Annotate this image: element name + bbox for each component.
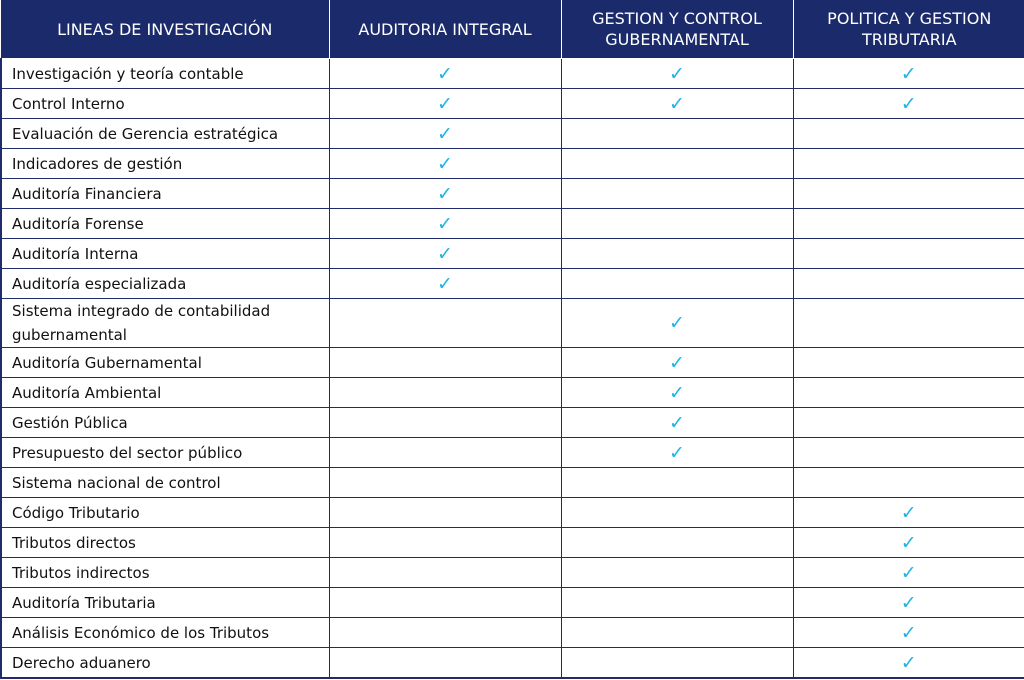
research-line-name: Sistema nacional de control [1,468,329,498]
table-row [1,588,1024,618]
cell-gestion-control-gubernamental [561,408,793,438]
cell-gestion-control-gubernamental [561,149,793,179]
cell-gestion-control-gubernamental [561,119,793,149]
cell-politica-gestion-tributaria [793,348,1024,378]
cell-politica-gestion-tributaria [793,269,1024,299]
table-row [1,209,1024,239]
cell-gestion-control-gubernamental [561,269,793,299]
check-icon: ✓ [437,122,453,145]
research-line-name: Auditoría especializada [1,269,329,299]
cell-politica-gestion-tributaria [793,558,1024,588]
check-icon: ✓ [900,531,917,554]
cell-politica-gestion-tributaria [793,498,1024,528]
research-line-name: Presupuesto del sector público [1,438,329,468]
cell-gestion-control-gubernamental [561,588,793,618]
table-row [1,119,1024,149]
table-row [1,438,1024,468]
cell-auditoria-integral [329,378,561,408]
cell-auditoria-integral [329,438,561,468]
cell-auditoria-integral [329,498,561,528]
cell-auditoria-integral [329,348,561,378]
table-header [1,0,1024,59]
research-line-name: Gestión Pública [1,408,329,438]
check-icon: ✓ [669,312,685,334]
check-icon: ✓ [437,212,453,235]
cell-auditoria-integral [329,648,561,679]
cell-gestion-control-gubernamental [561,378,793,408]
cell-gestion-control-gubernamental [561,438,793,468]
cell-auditoria-integral [329,588,561,618]
cell-politica-gestion-tributaria [793,618,1024,648]
check-icon: ✓ [437,92,453,115]
cell-gestion-control-gubernamental [561,299,793,348]
table-row [1,239,1024,269]
cell-gestion-control-gubernamental [561,498,793,528]
cell-politica-gestion-tributaria [793,438,1024,468]
research-line-name: Tributos directos [1,528,329,558]
table-row [1,59,1024,89]
cell-auditoria-integral [329,269,561,299]
table-row [1,648,1024,679]
table-row [1,299,1024,348]
check-icon: ✓ [669,351,685,374]
table-row [1,348,1024,378]
research-line-name: Derecho aduanero [1,648,329,679]
cell-politica-gestion-tributaria [793,119,1024,149]
check-icon: ✓ [900,62,917,85]
research-line-name: Investigación y teoría contable [1,59,329,89]
research-line-name: Indicadores de gestión [1,149,329,179]
cell-politica-gestion-tributaria [793,378,1024,408]
table-row [1,408,1024,438]
research-line-name: Auditoría Interna [1,239,329,269]
cell-politica-gestion-tributaria [793,408,1024,438]
check-icon: ✓ [900,561,917,584]
cell-politica-gestion-tributaria [793,149,1024,179]
cell-politica-gestion-tributaria [793,59,1024,89]
cell-auditoria-integral [329,618,561,648]
cell-politica-gestion-tributaria [793,89,1024,119]
check-icon: ✓ [669,62,685,85]
table-row [1,378,1024,408]
header-row [1,0,1024,59]
header-politica-gestion-tributaria: POLITICA Y GESTION TRIBUTARIA [793,0,1024,59]
cell-auditoria-integral [329,299,561,348]
cell-gestion-control-gubernamental [561,648,793,679]
cell-gestion-control-gubernamental [561,59,793,89]
check-icon: ✓ [669,411,685,434]
check-icon: ✓ [669,381,685,404]
table-row [1,89,1024,119]
cell-politica-gestion-tributaria [793,209,1024,239]
cell-gestion-control-gubernamental [561,89,793,119]
cell-politica-gestion-tributaria [793,179,1024,209]
table-row [1,558,1024,588]
check-icon: ✓ [900,591,917,614]
cell-gestion-control-gubernamental [561,348,793,378]
table-row [1,618,1024,648]
check-icon: ✓ [900,651,917,674]
cell-auditoria-integral [329,89,561,119]
cell-gestion-control-gubernamental [561,209,793,239]
cell-politica-gestion-tributaria [793,588,1024,618]
check-icon: ✓ [900,621,917,644]
check-icon: ✓ [437,62,453,85]
cell-politica-gestion-tributaria [793,468,1024,498]
header-gestion-control-gubernamental: GESTION Y CONTROL GUBERNAMENTAL [561,0,793,59]
cell-politica-gestion-tributaria [793,239,1024,269]
research-line-name: Auditoría Financiera [1,179,329,209]
table-row [1,149,1024,179]
cell-auditoria-integral [329,59,561,89]
cell-auditoria-integral [329,528,561,558]
research-line-name: Auditoría Tributaria [1,588,329,618]
cell-auditoria-integral [329,179,561,209]
cell-auditoria-integral [329,239,561,269]
research-line-name: Sistema integrado de contabilidad gubernamental [1,299,329,348]
research-line-name: Control Interno [1,89,329,119]
header-research-lines: LINEAS DE INVESTIGACIÓN [1,0,329,59]
table-row [1,179,1024,209]
cell-politica-gestion-tributaria [793,299,1024,348]
check-icon: ✓ [900,92,917,115]
cell-gestion-control-gubernamental [561,468,793,498]
check-icon: ✓ [437,152,453,175]
cell-auditoria-integral [329,209,561,239]
research-line-name: Auditoría Gubernamental [1,348,329,378]
table-body [1,59,1024,679]
table-row [1,498,1024,528]
cell-auditoria-integral [329,149,561,179]
cell-auditoria-integral [329,408,561,438]
research-line-name: Código Tributario [1,498,329,528]
research-line-name: Tributos indirectos [1,558,329,588]
research-line-name: Evaluación de Gerencia estratégica [1,119,329,149]
table-row [1,269,1024,299]
check-icon: ✓ [437,242,453,265]
check-icon: ✓ [900,501,917,524]
cell-politica-gestion-tributaria [793,648,1024,679]
cell-gestion-control-gubernamental [561,179,793,209]
header-auditoria-integral: AUDITORIA INTEGRAL [329,0,561,59]
cell-gestion-control-gubernamental [561,239,793,269]
cell-auditoria-integral [329,119,561,149]
check-icon: ✓ [437,182,453,205]
research-line-name: Auditoría Ambiental [1,378,329,408]
cell-politica-gestion-tributaria [793,528,1024,558]
table-row [1,528,1024,558]
check-icon: ✓ [669,92,685,115]
research-line-name: Análisis Económico de los Tributos [1,618,329,648]
cell-gestion-control-gubernamental [561,558,793,588]
research-line-name: Auditoría Forense [1,209,329,239]
cell-auditoria-integral [329,468,561,498]
check-icon: ✓ [437,272,453,295]
table-row [1,468,1024,498]
check-icon: ✓ [669,441,685,464]
cell-auditoria-integral [329,558,561,588]
cell-gestion-control-gubernamental [561,528,793,558]
cell-gestion-control-gubernamental [561,618,793,648]
